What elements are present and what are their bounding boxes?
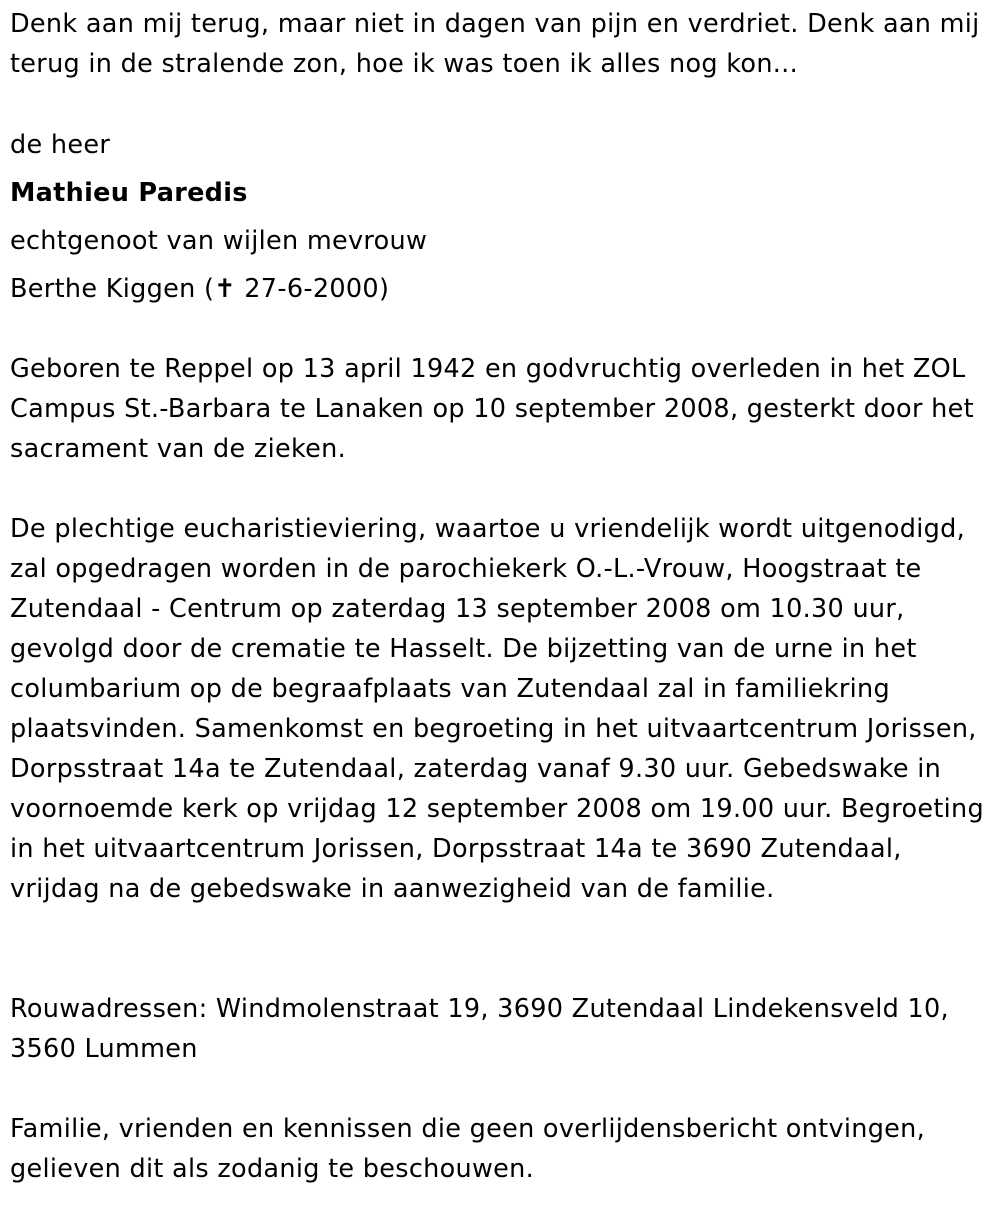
- intro-verse: Denk aan mij terug, maar niet in dagen van pijn en verdriet. Denk aan mij terug in de stralende zon, hoe ik was toen ik alles nog kon...: [10, 9, 980, 79]
- ceremony-paragraph: De plechtige eucharistieviering, waartoe u vriendelijk wordt uitgenodigd, zal opgedragen worden in de parochiekerk O.-L.-Vrouw, Hoogstraat te Zutendaal - Centrum op zaterdag 13 september 2008 om 10.30 uur, gevolgd door de crematie te Hasselt. De bijzetting van de urne in het columbarium op de begraafplaats van Zutendaal zal in familiekring plaatsvinden. Samenkomst en begroeting in het uitvaartcentrum Jorissen, Dorpsstraat 14a te Zutendaal, zaterdag vanaf 9.30 uur. Gebedswake in voornoemde kerk op vrijdag 12 september 2008 om 19.00 uur. Begroeting in het uitvaartcentrum Jorissen, Dorpsstraat 14a te 3690 Zutendaal, vrijdag na de gebedswake in aanwezigheid van de familie.: [10, 514, 984, 904]
- birth-death-paragraph: Geboren te Reppel op 13 april 1942 en godvruchtig overleden in het ZOL Campus St.-Barbara te Lanaken op 10 september 2008, gesterkt door het sacrament van de zieken.: [10, 354, 974, 464]
- spouse-name: Berthe Kiggen (✝ 27-6-2000): [10, 274, 390, 304]
- spouse-line: echtgenoot van wijlen mevrouw: [10, 226, 428, 256]
- closing-note: Familie, vrienden en kennissen die geen overlijdensbericht ontvingen, gelieven dit als zodanig te beschouwen.: [10, 1114, 926, 1184]
- honorific: de heer: [10, 130, 111, 160]
- mourning-addresses: Rouwadressen: Windmolenstraat 19, 3690 Zutendaal Lindekensveld 10, 3560 Lummen: [10, 994, 949, 1064]
- deceased-name: Mathieu Paredis: [10, 178, 248, 208]
